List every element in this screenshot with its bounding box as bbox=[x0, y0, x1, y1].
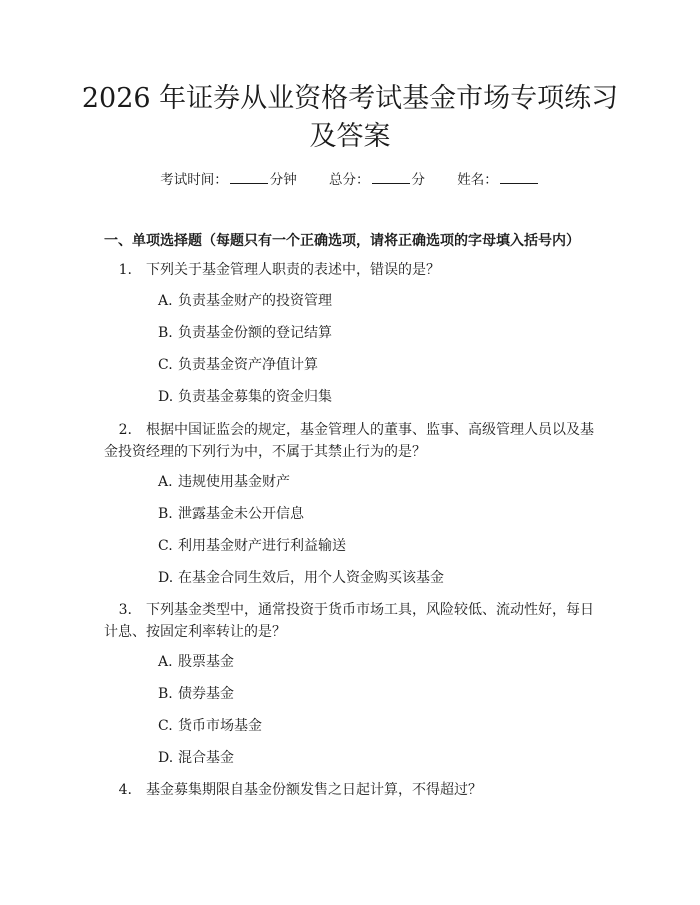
student-name bbox=[457, 172, 540, 188]
option-letter: B. bbox=[158, 686, 173, 702]
total-score bbox=[329, 172, 425, 188]
exam-meta bbox=[0, 168, 700, 188]
question-text-line-2: 计息、按固定利率转让的是？ bbox=[104, 624, 286, 640]
question-3-option-b bbox=[158, 684, 234, 704]
option-text: 负责基金募集的资金归集 bbox=[178, 389, 332, 405]
question-3-option-c bbox=[158, 716, 262, 736]
option-letter: D. bbox=[158, 750, 174, 766]
name-blank bbox=[500, 171, 538, 184]
option-text: 利用基金财产进行利益输送 bbox=[178, 538, 346, 554]
question-number: 2. bbox=[118, 422, 132, 438]
question-1-option-a bbox=[158, 291, 332, 311]
option-letter: A. bbox=[158, 474, 173, 490]
option-letter: B. bbox=[158, 325, 173, 341]
question-4 bbox=[104, 779, 600, 801]
option-text: 违规使用基金财产 bbox=[178, 474, 290, 490]
question-2-option-d bbox=[158, 568, 444, 588]
question-2 bbox=[104, 419, 600, 463]
question-2-option-c bbox=[158, 536, 346, 556]
question-3-option-a bbox=[158, 652, 234, 672]
question-number: 4. bbox=[118, 782, 132, 798]
question-1-option-d bbox=[158, 387, 332, 407]
question-1-option-b bbox=[158, 323, 332, 343]
time-label: 考试时间： bbox=[160, 172, 228, 188]
option-letter: A. bbox=[158, 654, 173, 670]
question-text-line-1: 根据中国证监会的规定，基金管理人的董事、监事、高级管理人员以及基 bbox=[146, 422, 594, 438]
section-title: 一、单项选择题（每题只有一个正确选项，请将正确选项的字母填入括号内） bbox=[104, 233, 580, 249]
score-blank bbox=[372, 171, 410, 184]
option-text: 负责基金财产的投资管理 bbox=[178, 293, 332, 309]
option-text: 负责基金资产净值计算 bbox=[178, 357, 318, 373]
question-number: 3. bbox=[118, 602, 132, 618]
question-text-line-2: 金投资经理的下列行为中，不属于其禁止行为的是？ bbox=[104, 444, 426, 460]
document-title bbox=[80, 80, 620, 156]
question-1 bbox=[104, 259, 600, 281]
question-3 bbox=[104, 599, 600, 643]
title-line-1: 2026 年证券从业资格考试基金市场专项练习 bbox=[81, 83, 619, 114]
question-text: 下列关于基金管理人职责的表述中，错误的是？ bbox=[146, 262, 440, 278]
option-letter: A. bbox=[158, 293, 173, 309]
option-text: 泄露基金未公开信息 bbox=[178, 506, 304, 522]
name-label: 姓名： bbox=[457, 172, 498, 188]
title-line-2: 及答案 bbox=[309, 121, 391, 152]
option-text: 负责基金份额的登记结算 bbox=[178, 325, 332, 341]
score-label: 总分： bbox=[329, 172, 370, 188]
question-3-option-d bbox=[158, 748, 234, 768]
option-letter: D. bbox=[158, 389, 174, 405]
score-unit: 分 bbox=[411, 172, 425, 188]
option-text: 债券基金 bbox=[178, 686, 234, 702]
time-blank bbox=[230, 171, 268, 184]
option-text: 在基金合同生效后，用个人资金购买该基金 bbox=[178, 570, 444, 586]
option-text: 混合基金 bbox=[178, 750, 234, 766]
question-text-line-1: 下列基金类型中，通常投资于货币市场工具，风险较低、流动性好，每日 bbox=[146, 602, 594, 618]
exam-time bbox=[160, 172, 297, 188]
question-2-option-a bbox=[158, 472, 290, 492]
option-letter: C. bbox=[158, 357, 173, 373]
option-letter: C. bbox=[158, 718, 173, 734]
option-text: 货币市场基金 bbox=[178, 718, 262, 734]
time-unit: 分钟 bbox=[269, 172, 297, 188]
option-text: 股票基金 bbox=[178, 654, 234, 670]
question-text: 基金募集期限自基金份额发售之日起计算，不得超过？ bbox=[146, 782, 482, 798]
option-letter: C. bbox=[158, 538, 173, 554]
question-1-option-c bbox=[158, 355, 318, 375]
option-letter: B. bbox=[158, 506, 173, 522]
option-letter: D. bbox=[158, 570, 174, 586]
question-number: 1. bbox=[118, 262, 132, 278]
question-2-option-b bbox=[158, 504, 304, 524]
